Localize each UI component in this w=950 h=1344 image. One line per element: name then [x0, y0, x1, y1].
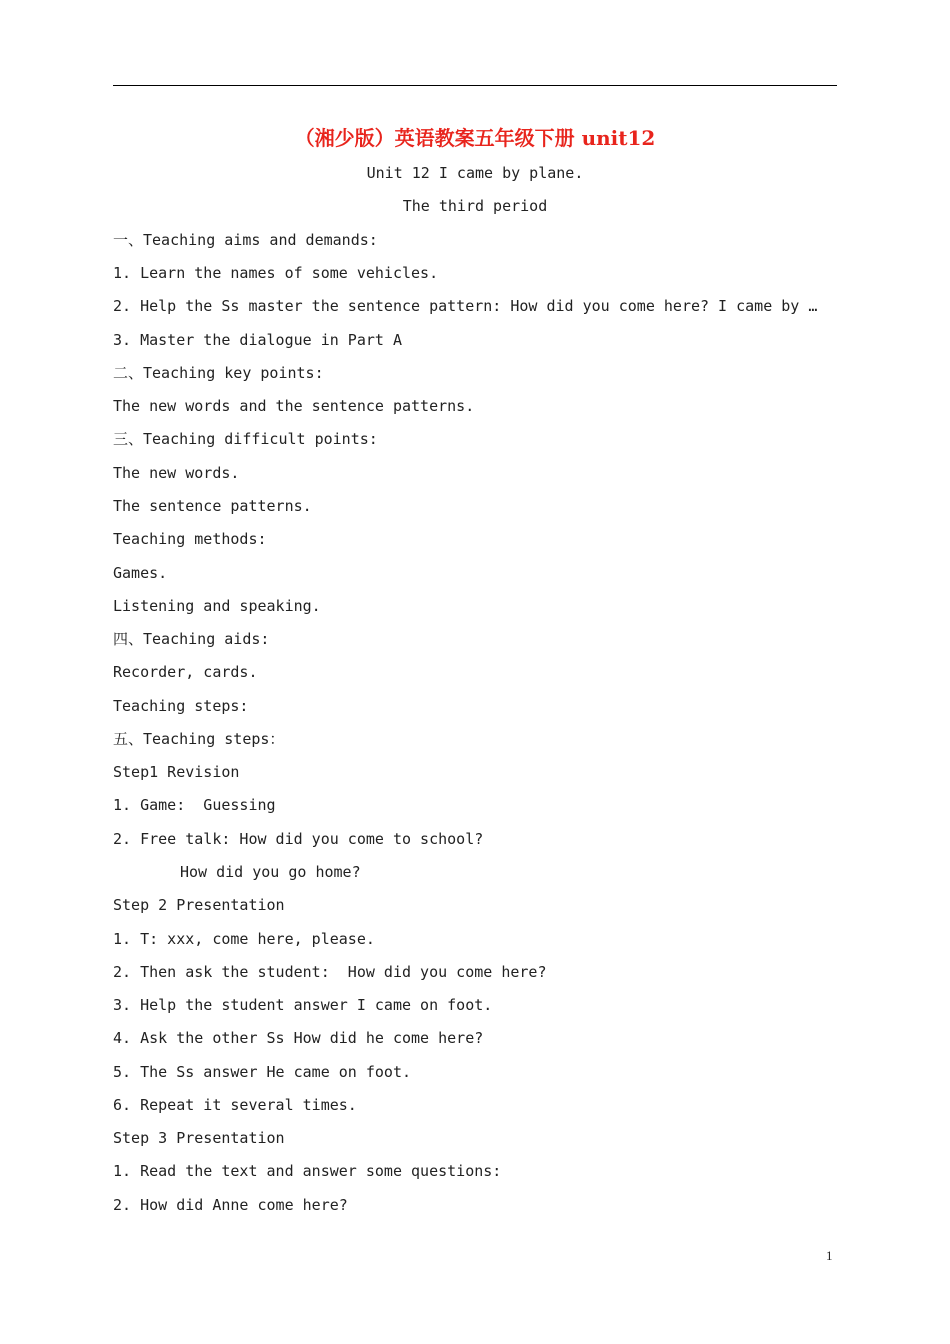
text-line: 6. Repeat it several times.: [113, 1096, 357, 1114]
unit-subtitle: Unit 12 I came by plane.: [366, 164, 584, 182]
text-line: Step 3 Presentation: [113, 1129, 285, 1147]
text-line: Teaching steps:: [113, 697, 249, 715]
text-line: How did you go home?: [180, 863, 361, 881]
page-number: 1: [826, 1248, 833, 1263]
text-line: Listening and speaking.: [113, 597, 321, 615]
text-line: 1. Learn the names of some vehicles.: [113, 264, 439, 282]
text-line: Recorder, cards.: [113, 663, 258, 681]
text-line: The sentence patterns.: [113, 497, 312, 515]
text-line: 2. Then ask the student: How did you come here?: [113, 963, 547, 981]
text-line: 3. Master the dialogue in Part A: [113, 331, 402, 349]
text-line: 2. Free talk: How did you come to school?: [113, 830, 484, 848]
text-line: 5. The Ss answer He came on foot.: [113, 1063, 412, 1081]
text-line: The new words and the sentence patterns.: [113, 397, 475, 415]
text-line: 2. How did Anne come here?: [113, 1196, 348, 1214]
text-line: 1. Game: Guessing: [113, 796, 276, 814]
text-line: 1. T: xxx, come here, please.: [113, 930, 375, 948]
header-rule: [113, 85, 837, 86]
text-line: 2. Help the Ss master the sentence pattern: How did you come here? I came by …: [113, 297, 818, 315]
period-label: The third period: [402, 197, 548, 215]
text-line: Games.: [113, 564, 168, 582]
text-line: 一、Teaching aims and demands:: [113, 231, 378, 249]
text-line: 1. Read the text and answer some questions:: [113, 1162, 502, 1180]
text-line: 3. Help the student answer I came on foot.: [113, 996, 493, 1014]
text-line: Step 2 Presentation: [113, 896, 285, 914]
text-line: 三、Teaching difficult points:: [113, 430, 378, 448]
text-line: The new words.: [113, 464, 240, 482]
text-line: 四、Teaching aids:: [113, 630, 270, 648]
document-title: （湘少版）英语教案五年级下册 unit12: [294, 126, 656, 150]
text-line: Step1 Revision: [113, 763, 240, 781]
text-line: 二、Teaching key points:: [113, 364, 324, 382]
text-line: 4. Ask the other Ss How did he come here?: [113, 1029, 484, 1047]
text-line: 五、Teaching steps：: [113, 730, 285, 748]
text-line: Teaching methods:: [113, 530, 267, 548]
